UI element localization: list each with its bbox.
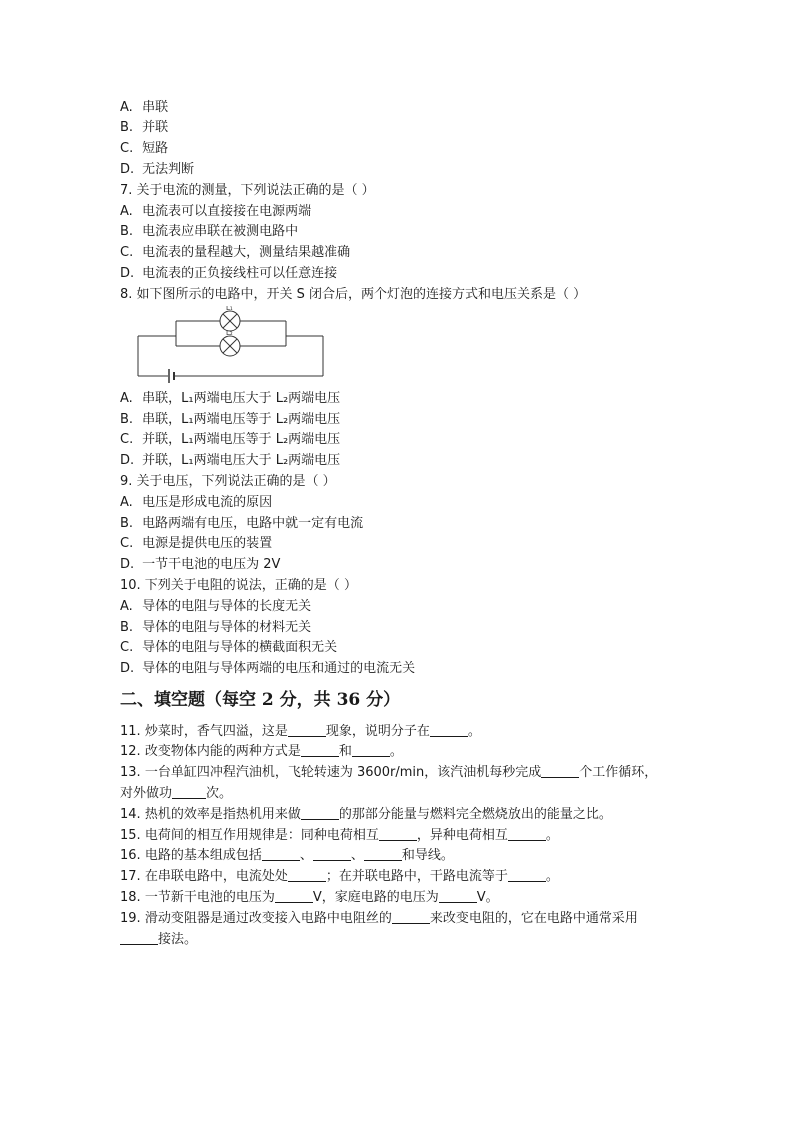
answer-blank[interactable] <box>430 722 468 737</box>
q19: 19. 滑动变阻器是通过改变接入电路中电阻丝的 来改变电阻的，它在电路中通常采用 <box>120 911 638 926</box>
lamp-l1-label: L₁ <box>226 306 233 312</box>
q10-option-b: B. 导体的电阻与导体的材料无关 <box>120 620 312 635</box>
q7-option-c: C. 电流表的量程越大，测量结果越准确 <box>120 245 351 260</box>
q14: 14. 热机的效率是指热机用来做 的那部分能量与燃料完全燃烧放出的能量之比。 <box>120 807 612 822</box>
q8-option-c: C. 并联，L₁两端电压等于 L₂两端电压 <box>120 432 341 447</box>
q10-option-a: A. 导体的电阻与导体的长度无关 <box>120 599 312 614</box>
q7-option-a: A. 电流表可以直接接在电源两端 <box>120 204 312 219</box>
answer-blank[interactable] <box>262 846 300 861</box>
q6-option-c: C. 短路 <box>120 141 169 156</box>
q8-option-a: A. 串联，L₁两端电压大于 L₂两端电压 <box>120 391 341 406</box>
q16: 16. 电路的基本组成包括 、 、 和导线。 <box>120 848 454 863</box>
q8-option-d: D. 并联，L₁两端电压大于 L₂两端电压 <box>120 453 341 468</box>
q10-option-c: C. 导体的电阻与导体的横截面积无关 <box>120 640 338 655</box>
answer-blank[interactable] <box>172 784 206 799</box>
q9-option-a: A. 电压是形成电流的原因 <box>120 495 273 510</box>
answer-blank[interactable] <box>508 826 546 841</box>
answer-blank[interactable] <box>288 867 326 882</box>
answer-blank[interactable] <box>301 742 339 757</box>
q9-option-c: C. 电源是提供电压的装置 <box>120 536 273 551</box>
q6-option-d: D. 无法判断 <box>120 162 195 177</box>
q18: 18. 一节新干电池的电压为 V，家庭电路的电压为 V。 <box>120 890 499 905</box>
answer-blank[interactable] <box>275 888 313 903</box>
answer-blank[interactable] <box>392 909 430 924</box>
answer-blank[interactable] <box>288 722 326 737</box>
q15: 15. 电荷间的相互作用规律是：同种电荷相互 ，异种电荷相互 。 <box>120 828 559 843</box>
answer-blank[interactable] <box>439 888 477 903</box>
q8-stem: 8. 如下图所示的电路中，开关 S 闭合后，两个灯泡的连接方式和电压关系是（ ） <box>120 287 587 302</box>
lamp-l2-label: L₂ <box>226 329 233 337</box>
q7-option-d: D. 电流表的正负接线柱可以任意连接 <box>120 266 338 281</box>
q6-option-a: A. 串联 <box>120 100 169 115</box>
q19-continued: 接法。 <box>120 930 197 950</box>
q13-continued: 对外做功 次。 <box>120 786 233 801</box>
answer-blank[interactable] <box>508 867 546 882</box>
answer-blank[interactable] <box>379 826 417 841</box>
q9-option-d: D. 一节干电池的电压为 2V <box>120 557 281 572</box>
q10-stem: 10. 下列关于电阻的说法，正确的是（ ） <box>120 578 357 593</box>
q12: 12. 改变物体内能的两种方式是 和 。 <box>120 744 403 759</box>
q9-stem: 9. 关于电压，下列说法正确的是（ ） <box>120 474 336 489</box>
q6-option-b: B. 并联 <box>120 120 169 135</box>
section-title: 二、填空题（每空 2 分，共 36 分） <box>120 690 401 710</box>
q13: 13. 一台单缸四冲程汽油机，飞轮转速为 3600r/min，该汽油机每秒完成 个工作循环， <box>120 765 658 780</box>
answer-blank[interactable] <box>313 846 351 861</box>
q10-option-d: D. 导体的电阻与导体两端的电压和通过的电流无关 <box>120 661 416 676</box>
q7-option-b: B. 电流表应串联在被测电路中 <box>120 224 299 239</box>
q8-option-b: B. 串联，L₁两端电压等于 L₂两端电压 <box>120 412 341 427</box>
answer-blank[interactable] <box>301 805 339 820</box>
answer-blank[interactable] <box>541 763 579 778</box>
answer-blank[interactable] <box>364 846 402 861</box>
q7-stem: 7. 关于电流的测量，下列说法正确的是（ ） <box>120 183 375 198</box>
answer-blank[interactable] <box>352 742 390 757</box>
q11: 11. 炒菜时，香气四溢，这是 现象，说明分子在 。 <box>120 724 481 739</box>
circuit-diagram <box>128 306 328 386</box>
answer-blank[interactable] <box>120 930 158 945</box>
q17: 17. 在串联电路中，电流处处 ；在并联电路中，干路电流等于 。 <box>120 869 559 884</box>
q9-option-b: B. 电路两端有电压，电路中就一定有电流 <box>120 516 364 531</box>
